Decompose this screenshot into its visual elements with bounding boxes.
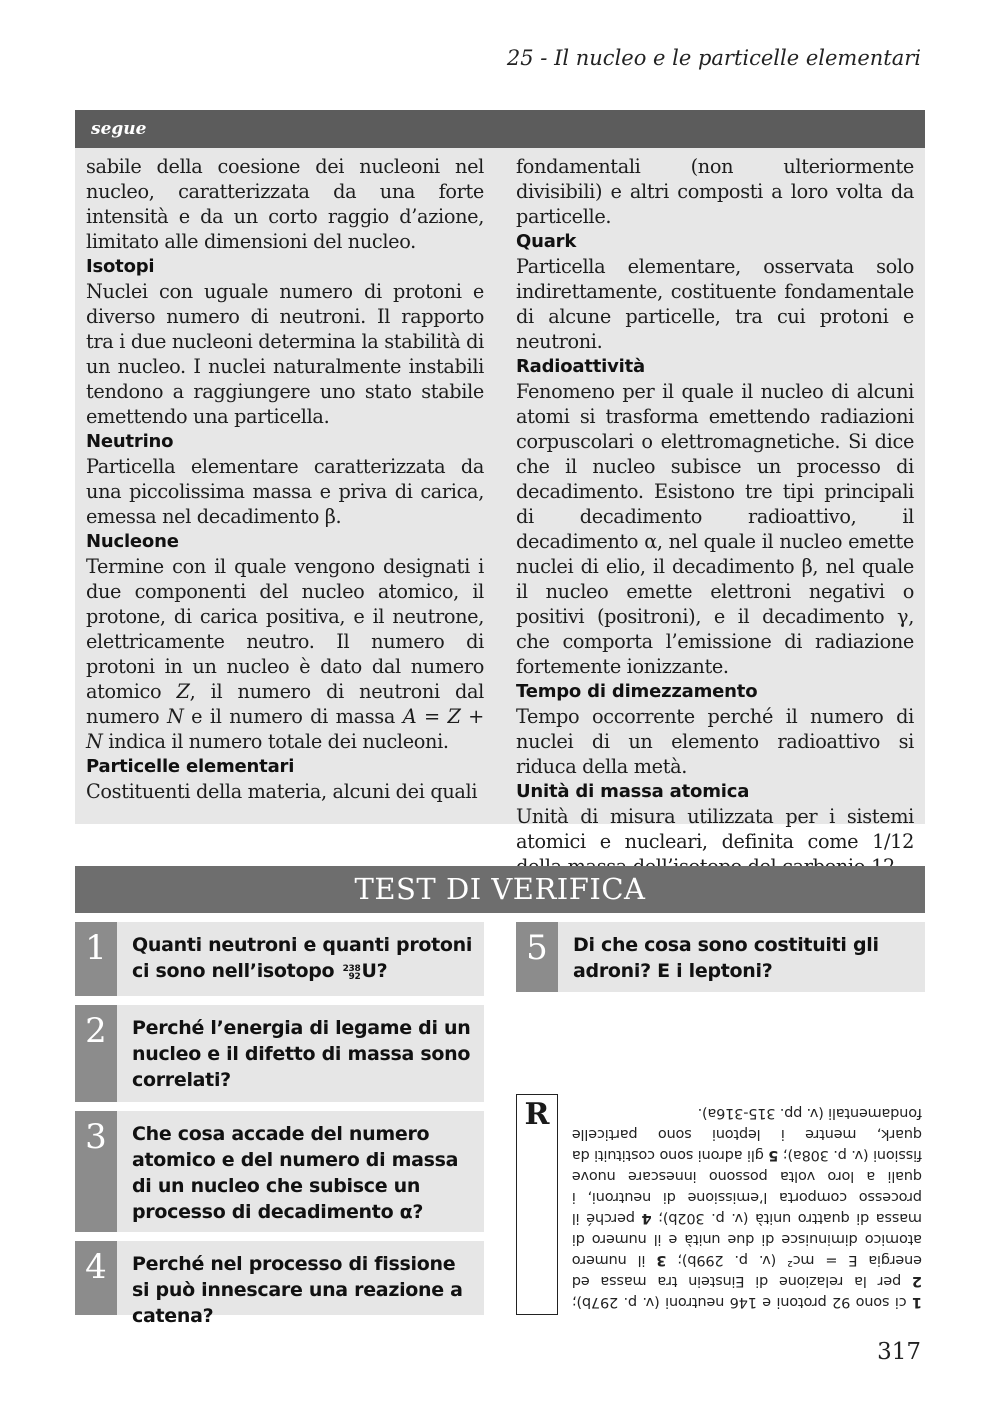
test-title: TEST DI VERIFICA (75, 866, 925, 913)
glossary-term: Nucleone (86, 531, 179, 552)
answers-letter: R (516, 1094, 558, 1315)
question-number: 2 (75, 1005, 117, 1102)
answers-upside-down-text: 1 ci sono 92 protoni e 146 neutroni (v. p. 297b); 2 per la relazione di Einstein tra massa ed energia E = mc² (v. p. 299b); 3 il numero atomico diminuisce di due unità e il numero di massa di quattro unità (v. p. 302b); 4 perché il processo comporta l’emissione di neutroni, i quali a loro volta possono innescare nuove fissioni (v. p. 308a); 5 gli adroni sono costituiti da quark, mentre i leptoni sono particelle fondamentali (v. pp. 315-316a). (572, 1105, 922, 1310)
question-number: 5 (516, 922, 558, 992)
glossary-text: Fenomeno per il quale il nucleo di alcuni atomi si trasforma emettendo radiazioni corpuscolari o elettromagnetiche. Si dice che il nucleo subisce un processo di decadimento. Esistono tre tipi principali di decadimento radioattivo, il decadimento α, nel quale il nucleo emette nuclei di elio, il decadimento β, nel quale il nucleo emette elettroni negativi o positivi (positroni), e il decadimento γ, che comporta l’emissione di radiazione fortemente ionizzante. (516, 380, 914, 678)
answers-box (516, 1094, 926, 1315)
glossary-column-left (86, 154, 484, 804)
question-4 (75, 1241, 484, 1327)
question-1 (75, 922, 484, 996)
glossary-text: sabile della coesione dei nucleoni nel nucleo, caratterizzata da una forte intensità e da un corto raggio d’azione, limitato alle dimensioni del nucleo. (86, 155, 484, 253)
glossary-text: Tempo occorrente perché il numero di nuclei di un elemento radioattivo si riduca della metà. (516, 705, 914, 778)
question-3 (75, 1111, 484, 1232)
question-text: Quanti neutroni e quanti protoni ci sono nell’isotopo 238 92 U? (132, 934, 473, 982)
glossary-term: Particelle elementari (86, 756, 295, 777)
question-5 (516, 922, 925, 992)
glossary-text: Nuclei con uguale numero di protoni e diverso numero di neutroni. Il rapporto tra i due nucleoni determina la stabilità di un nucleo. I nuclei naturalmente instabili tendono a raggiungere uno stato stabile emettendo una particella. (86, 280, 484, 428)
segue-bar (75, 110, 925, 148)
glossary-text: fondamentali (non ulteriormente divisibili) e altri composti a loro volta da particelle. (516, 155, 914, 228)
isotope-notation: 238 92 (342, 964, 361, 982)
question-2 (75, 1005, 484, 1102)
question-number: 1 (75, 922, 117, 996)
question-number: 3 (75, 1111, 117, 1232)
question-text: Che cosa accade del numero atomico e del numero di massa di un nucleo che subisce un processo di decadimento α? (132, 1123, 459, 1223)
glossary-text: Costituenti della materia, alcuni dei quali (86, 780, 478, 803)
glossary-term: Tempo di dimezzamento (516, 681, 758, 702)
glossary-term: Unità di massa atomica (516, 781, 750, 802)
glossary-term: Isotopi (86, 256, 155, 277)
glossary-term: Neutrino (86, 431, 174, 452)
glossary-text: Unità di misura utilizzata per i sistemi atomici e nucleari, definita come 1/12 (516, 805, 914, 853)
question-number: 4 (75, 1241, 117, 1315)
glossary-text: Particella elementare, osservata solo indirettamente, costituente fondamentale di alcune particelle, tra cui protoni e neutroni. (516, 255, 914, 353)
glossary-column-right (516, 154, 914, 879)
glossary-text: Particella elementare caratterizzata da una piccolissima massa e priva di carica, emessa nel decadimento β. (86, 455, 484, 528)
segue-label: segue (91, 119, 147, 139)
glossary-term: Quark (516, 231, 577, 252)
glossary-term: Radioattività (516, 356, 646, 377)
question-text: Perché nel processo di fissione si può innescare una reazione a catena? (132, 1253, 463, 1327)
running-head: 25 - Il nucleo e le particelle elementari (506, 46, 921, 70)
question-text: Perché l’energia di legame di un nucleo e il difetto di massa sono correlati? (132, 1017, 471, 1091)
question-text: Di che cosa sono costituiti gli adroni? E i leptoni? (573, 934, 879, 982)
glossary-text: Termine con il quale vengono designati i due componenti del nucleo atomico, il protone, di carica positiva, e il neutrone, elettricamente neutro. Il numero di protoni in un nucleo è dato dal numero atomico Z, il numero di neutroni dal numero N e il numero di massa A = Z + N indica il numero totale dei nucleoni. (86, 555, 484, 753)
page-number: 317 (877, 1339, 921, 1365)
glossary-box (75, 148, 925, 853)
